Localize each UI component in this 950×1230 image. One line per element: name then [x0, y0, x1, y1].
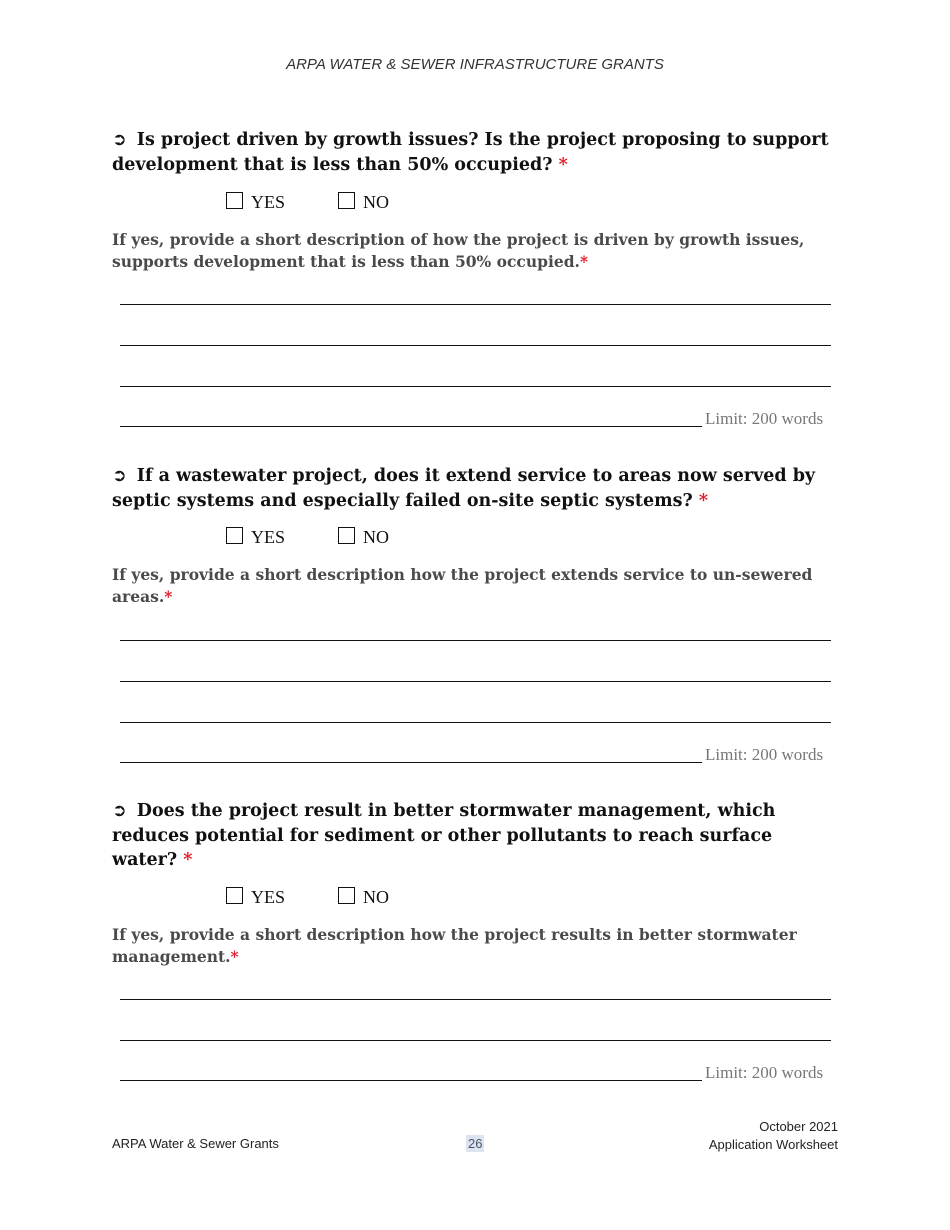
- question-3: [112, 799, 832, 873]
- question-2-prompt: [112, 564, 847, 608]
- no-label: NO: [363, 527, 389, 547]
- yes-option[interactable]: [226, 192, 285, 213]
- footer-title: ARPA Water & Sewer Grants: [112, 1136, 279, 1151]
- prompt-text: If yes, provide a short description of how the project is driven by growth issues, supports development that is less than 50% occupied.: [112, 230, 805, 271]
- checkbox-icon[interactable]: [338, 192, 355, 209]
- answer-line[interactable]: [120, 386, 831, 387]
- footer-info: [709, 1118, 838, 1154]
- required-marker: *: [579, 252, 589, 271]
- question-3-text: Does the project result in better stormwater management, which reduces potential for sediment or other pollutants to reach surface water?: [112, 801, 776, 870]
- answer-line[interactable]: [120, 681, 831, 682]
- prompt-text: If yes, provide a short description how the project extends service to un-sewered areas.: [112, 565, 813, 606]
- no-option[interactable]: [338, 527, 389, 548]
- page-header: ARPA WATER & SEWER INFRASTRUCTURE GRANTS: [286, 56, 664, 73]
- checkbox-icon[interactable]: [226, 887, 243, 904]
- required-marker: *: [558, 154, 568, 175]
- required-marker: *: [230, 947, 239, 966]
- prompt-text: If yes, provide a short description how the project results in better stormwater management.: [112, 925, 797, 966]
- question-1-text: Is project driven by growth issues? Is the project proposing to support development that is less than 50% occupied?: [112, 130, 829, 175]
- page-number: 26: [468, 1136, 483, 1151]
- yes-option[interactable]: [226, 527, 285, 548]
- word-limit: Limit: 200 words: [705, 745, 824, 764]
- question-1-prompt: [112, 229, 847, 273]
- question-2: [112, 464, 832, 513]
- question-1: [112, 128, 832, 177]
- yes-option[interactable]: [226, 887, 285, 908]
- answer-line[interactable]: [120, 345, 831, 346]
- word-limit: Limit: 200 words: [705, 1063, 824, 1082]
- footer-doc-name: Application Worksheet: [708, 1137, 838, 1152]
- required-marker: *: [183, 850, 193, 870]
- word-limit: Limit: 200 words: [705, 409, 824, 428]
- checkbox-icon[interactable]: [338, 887, 355, 904]
- required-marker: *: [164, 587, 173, 606]
- question-2-text: If a wastewater project, does it extend service to areas now served by septic systems and especially failed on-site septic systems?: [112, 466, 816, 511]
- yes-label: YES: [251, 527, 286, 547]
- answer-line[interactable]: [120, 722, 831, 723]
- answer-line[interactable]: [120, 762, 702, 763]
- yes-label: YES: [251, 192, 286, 212]
- footer-date: October 2021: [759, 1119, 838, 1134]
- no-label: NO: [363, 192, 389, 212]
- answer-line[interactable]: [120, 426, 702, 427]
- checkbox-icon[interactable]: [226, 192, 243, 209]
- answer-line[interactable]: [120, 640, 831, 641]
- question-3-prompt: [112, 924, 847, 968]
- checkbox-icon[interactable]: [338, 527, 355, 544]
- arrow-bullet-icon: ➲: [112, 130, 127, 150]
- answer-line[interactable]: [120, 304, 831, 305]
- answer-line[interactable]: [120, 1040, 831, 1041]
- arrow-bullet-icon: ➲: [112, 801, 127, 821]
- yes-label: YES: [251, 887, 286, 907]
- answer-line[interactable]: [120, 999, 831, 1000]
- no-option[interactable]: [338, 192, 389, 213]
- no-option[interactable]: [338, 887, 389, 908]
- required-marker: *: [698, 490, 708, 511]
- arrow-bullet-icon: ➲: [112, 466, 127, 486]
- checkbox-icon[interactable]: [226, 527, 243, 544]
- no-label: NO: [363, 887, 389, 907]
- answer-line[interactable]: [120, 1080, 702, 1081]
